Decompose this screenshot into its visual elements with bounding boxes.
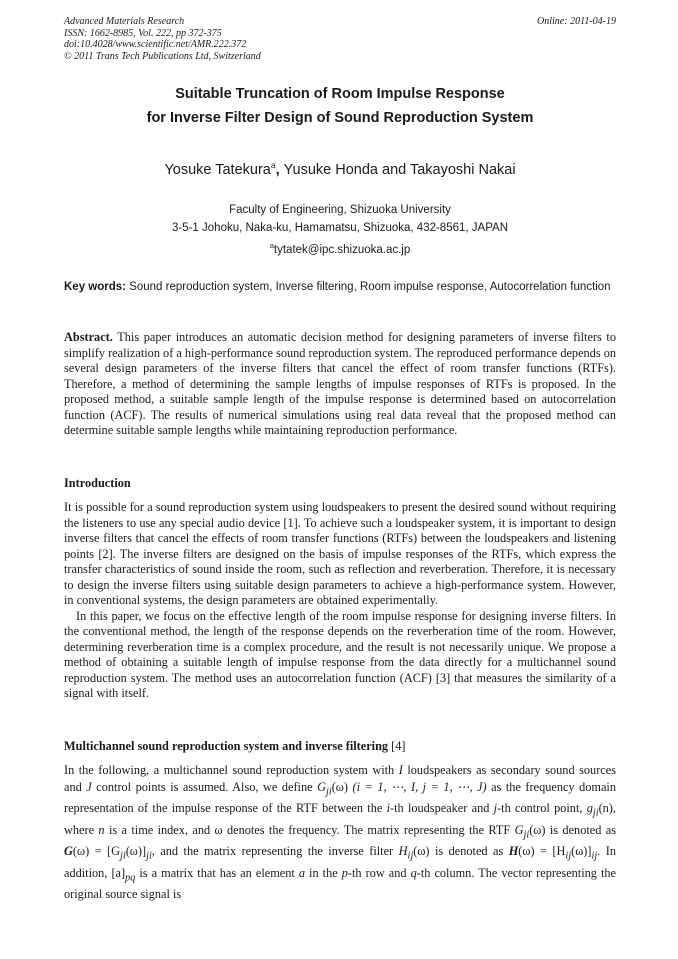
math-H: H — [398, 844, 408, 859]
math-q: q — [410, 865, 417, 880]
text-run: , and the matrix representing the inverse filter — [151, 844, 399, 859]
introduction-body — [64, 500, 616, 702]
math-subscript: ji — [120, 850, 126, 862]
math-omega: (ω) — [331, 780, 348, 794]
abstract-label: Abstract. — [64, 330, 113, 344]
email-line — [64, 237, 616, 259]
affiliation-line-2: 3-5-1 Johoku, Naka-ku, Hamamatsu, Shizuoka, 432-8561, JAPAN — [171, 221, 508, 234]
journal-header — [64, 16, 616, 62]
section-heading-ref: [4] — [388, 739, 406, 753]
math-range: (i = 1, ⋯, I, j = 1, ⋯, J) — [348, 780, 487, 794]
author-1: Yosuke Tatekura — [164, 161, 271, 178]
text-run: -th row and — [347, 865, 411, 880]
math-a: a — [298, 865, 305, 880]
abstract — [64, 330, 616, 439]
issn-line: ISSN: 1662-8985, Vol. 222, pp 372-375 — [64, 27, 222, 39]
math-subscript: ji — [592, 807, 599, 819]
text-run: is a matrix that has an element — [135, 865, 299, 880]
title-line-2: for Inverse Filter Design of Sound Reproduction System — [146, 110, 534, 126]
text-run: is a time index, and ω denotes the frequency. The matrix representing the RTF — [104, 822, 515, 837]
math-subscript: ji — [146, 850, 152, 862]
math-G-bold: G — [64, 844, 73, 859]
affiliation — [64, 202, 616, 259]
math-G: G — [317, 780, 326, 794]
text-run: loudspeakers as secondary sound sources and — [64, 763, 616, 794]
text-run: is denoted as — [545, 822, 616, 837]
math-omega: (ω) — [413, 844, 430, 859]
math-subscript: ij — [565, 850, 572, 862]
math-n-arg: (n) — [598, 801, 613, 816]
email-sup: a — [269, 241, 274, 250]
math-a-matrix: [a] — [111, 865, 126, 880]
copyright-line: © 2011 Trans Tech Publications Ltd, Switzerland — [64, 50, 261, 62]
author-1-sup: a — [270, 160, 276, 170]
section-multichannel-body — [64, 762, 616, 903]
intro-paragraph-2: In this paper, we focus on the effective length of the room impulse response for designing inverse filters. In the conventional method, the length of the response depends on the reverberation time of the room. However, determining reverberation time is a complex procedure, and the result is not necessarily unique. We propose a method of obtaining a suitable length of impulse response from the data directly for a multichannel sound reproduction system. The method uses an autocorrelation function (ACF) [3] that measures the similarity of a signal with itself. — [64, 608, 616, 700]
paper-title — [64, 82, 616, 130]
math-eq2: (ω) = [H — [518, 844, 566, 859]
section-heading-text: Multichannel sound reproduction system and inverse filtering — [64, 739, 389, 753]
keywords-text: Sound reproduction system, Inverse filtering, Room impulse response, Autocorrelation function — [129, 281, 611, 293]
keywords — [64, 280, 616, 295]
math-g: g — [586, 801, 593, 816]
math-H-bold: H — [508, 844, 519, 859]
math-i: i — [386, 801, 391, 816]
multichannel-paragraph — [64, 762, 616, 903]
math-subscript: ji — [326, 786, 332, 798]
introduction-heading: Introduction — [64, 476, 131, 490]
math-subscript: pq — [125, 872, 136, 884]
math-eq1: (ω) = [G — [72, 844, 120, 859]
text-run: , where — [64, 801, 616, 837]
doi-line[interactable]: doi:10.4028/www.scientific.net/AMR.222.372 — [64, 39, 247, 50]
text-run: in the — [305, 865, 342, 880]
math-j: j — [493, 801, 498, 816]
text-run: In the following, a multichannel sound reproduction system with — [64, 763, 399, 777]
text-run: as the frequency domain representation of the impulse response of the RTF between the — [64, 780, 616, 816]
math-n: n — [98, 822, 105, 837]
email-address[interactable]: tytatek@ipc.shizuoka.ac.jp — [273, 243, 411, 256]
math-subscript: ji — [523, 829, 530, 841]
journal-name: Advanced Materials Research — [64, 16, 185, 27]
section-heading-multichannel — [64, 739, 616, 755]
text-run: -th column. The vector representing the original source signal is — [64, 865, 617, 902]
text-run: control points is assumed. Also, we define — [91, 780, 318, 794]
math-subscript: ij — [591, 850, 598, 862]
math-subscript: ij — [407, 850, 414, 862]
text-run: -th loudspeaker and — [390, 801, 494, 816]
other-authors: Yusuke Honda and Takayoshi Nakai — [283, 161, 516, 178]
title-line-1: Suitable Truncation of Room Impulse Response — [175, 86, 505, 102]
math-p: p — [341, 865, 348, 880]
abstract-text: This paper introduces an automatic decision method for designing parameters of inverse filters to simplify realization of a high-performance sound reproduction system. The reproduced performance depends on several design parameters of the inverse filters that cancel the effect of room transfer functions (RTFs). Therefore, a method of determining the sample lengths of impulse responses of RTFs is proposed. In the proposed method, a suitable sample length of the impulse response is determined based on autocorrelation function (ACF). The results of numerical simulations using real data reveal that the proposed method can determine suitable sample lengths while maintaining reproduction performance. — [64, 330, 616, 437]
math-omega: (ω) — [529, 822, 546, 837]
text-run: is denoted as — [429, 844, 509, 859]
math-eq2-close: (ω)] — [571, 844, 592, 859]
text-run: -th control point, — [497, 801, 587, 816]
intro-paragraph-1: It is possible for a sound reproduction system using loudspeakers to present the desired sound without requiring the listeners to use any special audio device [1]. To achieve such a loudspeaker system, it is important to design inverse filters that cancel the effects of room transfer functions (RTFs) between the loudspeakers and listening points [2]. The inverse filters are designed on the basis of impulse responses of the RTFs, which express the transfer characteristics of sound inside the room, such as reflection and reverberation. Therefore, it is necessary to design the inverse filters using suitable design parameters to achieve a high-performance system. However, in conventional systems, the design parameters are obtained experimentally. — [64, 500, 616, 607]
affiliation-line-1: Faculty of Engineering, Shizuoka University — [229, 204, 451, 216]
keywords-label: Key words: — [64, 281, 126, 293]
author-separator: , — [275, 161, 284, 178]
math-G: G — [514, 822, 524, 837]
online-date: Online: 2011-04-19 — [537, 16, 616, 27]
math-J: J — [86, 780, 92, 794]
math-I: I — [398, 763, 403, 777]
text-run: . In addition, — [64, 844, 616, 880]
author-list — [64, 156, 616, 179]
math-eq1-close: (ω)] — [125, 844, 147, 859]
